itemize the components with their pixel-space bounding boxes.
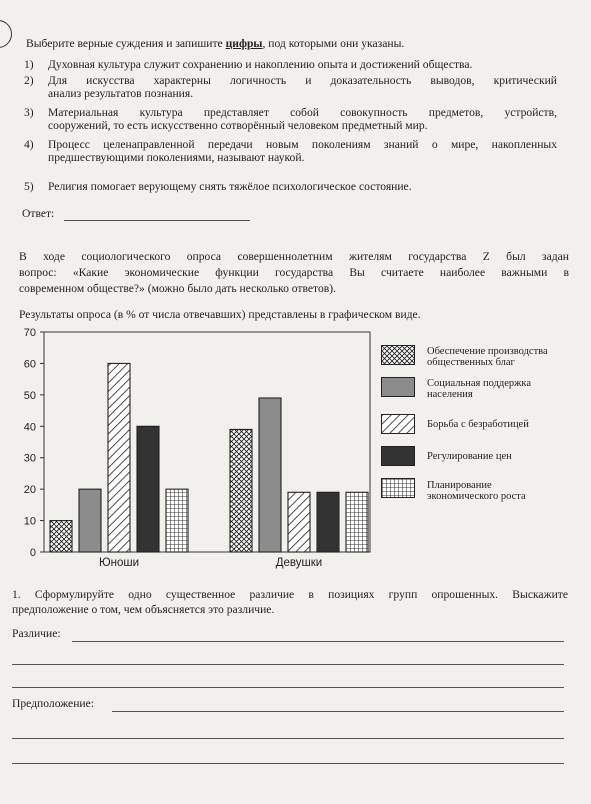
question-line-2: предположение о том, чем объясняется это различие. xyxy=(12,603,275,616)
legend-label: Планирование xyxy=(427,480,492,491)
difference-line-1[interactable] xyxy=(72,641,564,642)
y-tick-label: 70 xyxy=(23,327,36,339)
legend-swatch xyxy=(381,446,415,466)
legend-swatch-rect xyxy=(382,415,414,433)
legend-label: Борьба с безработицей xyxy=(427,419,529,430)
legend-swatch-fill xyxy=(382,447,414,465)
legend-swatch-fill xyxy=(382,346,414,364)
legend-swatch-fill xyxy=(382,378,414,396)
legend-swatch-fill xyxy=(382,415,414,433)
y-tick-label: 20 xyxy=(23,484,36,497)
y-tick-label: 60 xyxy=(23,358,36,371)
bar xyxy=(137,426,159,552)
bar xyxy=(79,489,101,552)
legend-label: Социальная поддержка xyxy=(427,378,532,389)
task1-item-number: 5) xyxy=(24,180,34,193)
legend-swatch-rect xyxy=(382,447,414,465)
legend-swatch-rect xyxy=(382,479,414,497)
answer-label: Ответ: xyxy=(22,207,55,220)
legend-swatch-fill xyxy=(382,479,414,497)
y-tick-label: 50 xyxy=(23,389,36,402)
legend-label: Регулирование цен xyxy=(427,451,512,462)
task-number-circle xyxy=(0,20,12,48)
assumption-line-1[interactable] xyxy=(112,711,564,712)
bar xyxy=(317,492,339,552)
x-category-label: Юноши xyxy=(98,557,140,569)
assumption-line-2[interactable] xyxy=(12,738,564,739)
difference-line-3[interactable] xyxy=(12,687,564,688)
legend-swatch xyxy=(381,414,415,434)
instruction-text-end: , под которыми они указаны. xyxy=(262,37,405,50)
task1-item-line: Для искусства характерны логичность и доказательность выводов, критический xyxy=(48,74,557,87)
task1-item-line: Религия помогает верующему снять тяжёлое психологическое состояние. xyxy=(48,180,412,193)
task1-item-line: анализ результатов познания. xyxy=(48,87,194,100)
difference-line-2[interactable] xyxy=(12,664,564,665)
task2-intro-line-1: В ходе социологического опроса совершеннолетним жителям государства Z был задан xyxy=(19,250,569,263)
legend-label: Обеспечение производства xyxy=(427,346,548,357)
legend-label: экономического роста xyxy=(427,491,526,502)
task1-item-number: 3) xyxy=(24,106,34,119)
task1-item-number: 4) xyxy=(24,138,34,151)
legend-swatch xyxy=(381,345,415,365)
x-category-label: Девушки xyxy=(275,557,323,569)
task1-item-number: 2) xyxy=(24,74,34,87)
task1-item-line: предшествующими поколениями, называют наукой. xyxy=(48,151,305,164)
bar xyxy=(259,398,281,552)
chart-bars xyxy=(50,363,368,552)
assumption-label: Предположение: xyxy=(12,697,94,710)
bar xyxy=(346,492,368,552)
legend-swatch-rect xyxy=(382,378,414,396)
bar xyxy=(288,492,310,552)
y-tick-label: 10 xyxy=(23,515,36,528)
task2-intro-line-3: современном обществе?» (можно было дать несколько ответов). xyxy=(19,282,336,295)
y-tick-label: 0 xyxy=(29,547,36,559)
task1-item-line: Процесс целенаправленной передачи новым поколениям знаний о мире, накопленных xyxy=(48,138,557,151)
legend-swatch xyxy=(381,377,415,397)
bar xyxy=(166,489,188,552)
task2-intro-line-2: вопрос: «Какие экономические функции государства Вы считаете наиболее важными в xyxy=(19,266,569,279)
bar xyxy=(50,521,72,552)
task1-item-line: Материальная культура представляет собой совокупность предметов, устройств, xyxy=(48,106,557,119)
legend-swatch xyxy=(381,478,415,498)
y-tick-label: 30 xyxy=(23,452,36,465)
results-caption: Результаты опроса (в % от числа отвечавших) представлены в графическом виде. xyxy=(19,308,421,321)
answer-line[interactable] xyxy=(64,220,250,221)
task1-instruction xyxy=(26,37,404,50)
bar xyxy=(108,363,130,552)
assumption-line-3[interactable] xyxy=(12,763,564,764)
task1-item-number: 1) xyxy=(24,58,34,71)
task1-item-line: Духовная культура служит сохранению и накоплению опыта и достижений общества. xyxy=(48,58,473,71)
question-line-1: 1. Сформулируйте одно существенное различие в позициях групп опрошенных. Выскажите xyxy=(12,588,568,601)
legend-label: населения xyxy=(427,389,473,400)
legend-label: общественных благ xyxy=(427,357,515,368)
legend-swatch-rect xyxy=(382,346,414,364)
instruction-bold: цифры xyxy=(225,37,263,50)
y-tick-label: 40 xyxy=(23,421,36,434)
task1-item-line: сооружений, то есть искусственно сотворённый человеком предметный мир. xyxy=(48,119,428,132)
instruction-text: Выберите верные суждения и запишите xyxy=(26,37,226,50)
difference-label: Различие: xyxy=(12,627,61,640)
bar xyxy=(230,429,252,552)
